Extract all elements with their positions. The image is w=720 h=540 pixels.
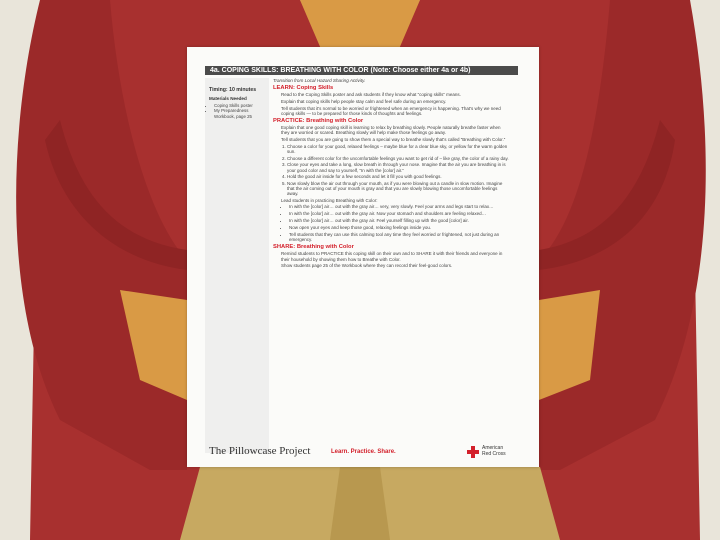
handout-footer [205, 443, 523, 461]
list-item: • Tell students that it's normal to be worried or frightened when an emergency is happening. That's why we need coping skills — to be prepared for those kinds of thoughts and feelings. [281, 106, 509, 117]
list-item: • Read to the Coping Skills poster and ask students if they know what “coping skills” means. [281, 92, 509, 97]
project-name: The Pillowcase Project [209, 445, 311, 457]
breathing-steps [273, 144, 509, 196]
step-item: 4. Hold the good air inside for a few seconds and let it fill you with good feelings. [287, 174, 509, 179]
list-item: • In with the [color] air… out with the gray air. Feel yourself filling up with the good [color] air. [289, 218, 509, 223]
tagline: Learn. Practice. Share. [331, 449, 396, 455]
materials-item: • My Preparedness Workbook, page 25 [214, 108, 269, 119]
logo-text [482, 446, 522, 457]
list-item: • Lead students in practicing Breathing with Color: [281, 198, 509, 203]
materials-item: • Coping Skills poster [214, 103, 269, 108]
sidebar [205, 78, 269, 453]
lesson-body [273, 78, 509, 446]
step-item: 2. Choose a different color for the uncomfortable feelings you want to get rid of – like gray, the color of a rainy day. [287, 156, 509, 161]
lesson-handout [187, 47, 539, 467]
logo-line: American [482, 445, 504, 451]
list-item: • Now open your eyes and keep those good, relaxing feelings inside you. [289, 225, 509, 230]
step-item: 1. Choose a color for your good, relaxed feelings – maybe blue for a clear blue sky, or yellow for the warm golden sun. [287, 144, 509, 155]
red-cross-icon [467, 446, 479, 458]
practice-heading: PRACTICE: Breathing with Color [273, 118, 364, 125]
learn-list [273, 92, 509, 116]
logo-line: Red Cross [482, 450, 506, 457]
step-item: 5. Now slowly blow the air out through your mouth, as if you were blowing out a candle in slow motion. Imagine that the air coming out of your mouth is gray and that you are slowly blowing those uncomfortable feelings away. [287, 181, 509, 197]
learn-heading: LEARN: Coping Skills [273, 85, 334, 91]
practice-sub-list [273, 204, 509, 242]
list-item: • Tell students that they can use this calming tool any time they feel worried or frightened, not just during an emergency. [289, 232, 509, 243]
list-item: • In with the [color] air… out with the gray air. Now your stomach and shoulders are feeling relaxed… [289, 211, 509, 216]
red-cross-logo [467, 444, 527, 460]
share-list [273, 251, 509, 268]
handout-header: 4a. COPING SKILLS: BREATHING WITH COLOR (Note: Choose either 4a or 4b) [205, 66, 518, 75]
practice-lead-list [273, 198, 509, 203]
step-item: 3. Close your eyes and take a long, slow breath in through your nose. Imagine that the air you are breathing in is your good color and say to yourself, “In with the [color] air.” [287, 162, 509, 173]
list-item: • Tell students that you are going to show them a special way to breathe slowly that's called “Breathing with Color.” [281, 137, 509, 142]
timing-label: Timing: 10 minutes [209, 87, 257, 93]
list-item: • Explain that coping skills help people stay calm and feel safe during an emergency. [281, 99, 509, 104]
list-item: • In with the [color] air… out with the gray air… very, very slowly. Feel your arms and legs start to relax… [289, 204, 509, 209]
trouser-shade [330, 467, 390, 540]
materials-heading: Materials Needed [209, 96, 247, 101]
materials-list [205, 103, 269, 119]
transition-note: Transition from Local Hazard Sharing Activity. [273, 78, 366, 83]
share-heading: SHARE: Breathing with Color [273, 244, 354, 251]
list-item: • Explain that one good coping skill is learning to relax by breathing slowly. People naturally breathe faster when they are worried or scared. Breathing slowly will help make those feelings go away. [281, 125, 509, 136]
practice-list [273, 125, 509, 142]
list-item: • Show students page 25 of the Workbook where they can record their feel-good colors. [281, 263, 509, 268]
list-item: • Remind students to PRACTICE this coping skill on their own and to SHARE it with their friends and everyone in their household by showing them how to Breathe with Color. [281, 251, 509, 262]
